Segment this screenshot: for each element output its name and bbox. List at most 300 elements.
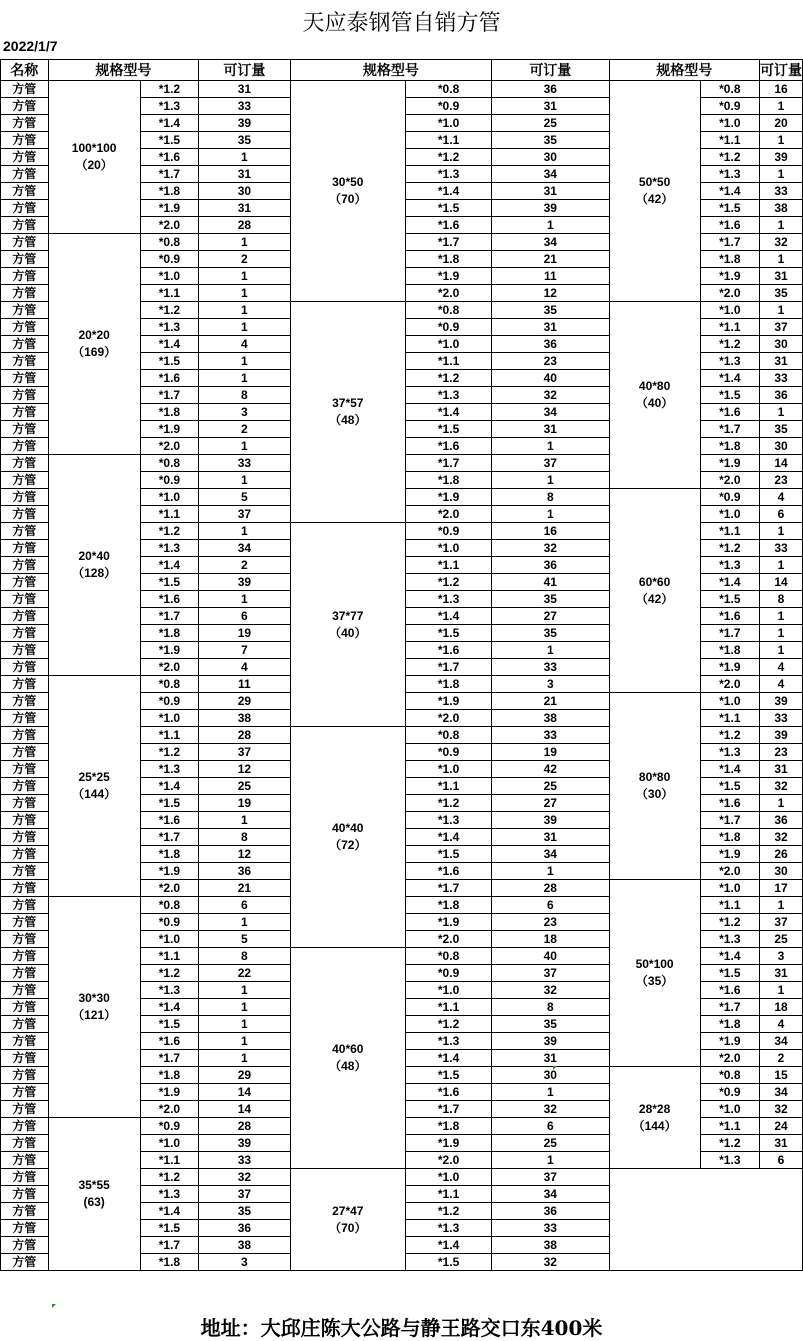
thickness-cell: *1.7: [140, 608, 199, 625]
quantity-cell: 33: [760, 183, 803, 200]
quantity-cell: 1: [199, 982, 290, 999]
thickness-cell: *1.2: [700, 336, 759, 353]
header-qty: 可订量: [760, 60, 803, 81]
quantity-cell: 1: [492, 217, 609, 234]
quantity-cell: 23: [492, 353, 609, 370]
quantity-cell: 33: [199, 1152, 290, 1169]
size-group-cell: [290, 948, 405, 1169]
thickness-cell: *1.0: [140, 268, 199, 285]
name-cell: 方管: [1, 438, 49, 455]
thickness-cell: *1.4: [406, 1050, 492, 1067]
quantity-cell: 6: [760, 1152, 803, 1169]
thickness-cell: *1.6: [700, 982, 759, 999]
quantity-cell: 1: [760, 897, 803, 914]
quantity-cell: 1: [199, 438, 290, 455]
thickness-cell: *1.9: [700, 455, 759, 472]
quantity-cell: 38: [492, 1237, 609, 1254]
quantity-cell: 14: [199, 1084, 290, 1101]
name-cell: 方管: [1, 1135, 49, 1152]
quantity-cell: 35: [492, 1016, 609, 1033]
quantity-cell: 1: [760, 251, 803, 268]
quantity-cell: 6: [199, 608, 290, 625]
name-cell: 方管: [1, 914, 49, 931]
size-group-cell: [290, 523, 405, 727]
size-total: (63): [83, 1195, 105, 1209]
size-label: 37*57: [332, 396, 364, 410]
thickness-cell: *1.3: [700, 1152, 759, 1169]
header-qty: 可订量: [492, 60, 609, 81]
quantity-cell: 1: [199, 353, 290, 370]
thickness-cell: *1.9: [140, 642, 199, 659]
quantity-cell: 36: [492, 557, 609, 574]
name-cell: 方管: [1, 540, 49, 557]
quantity-cell: 33: [492, 727, 609, 744]
quantity-cell: 31: [492, 98, 609, 115]
quantity-cell: 1: [199, 914, 290, 931]
thickness-cell: *1.2: [700, 540, 759, 557]
header-spec: 规格型号: [48, 60, 199, 81]
size-label: 100*100: [71, 141, 117, 155]
thickness-cell: *1.1: [700, 710, 759, 727]
quantity-cell: 32: [760, 234, 803, 251]
thickness-cell: *1.2: [406, 574, 492, 591]
size-group-cell: [290, 302, 405, 523]
thickness-cell: *1.3: [140, 319, 199, 336]
thickness-cell: *1.0: [406, 115, 492, 132]
quantity-cell: 5: [199, 931, 290, 948]
quantity-cell: 34: [199, 540, 290, 557]
quantity-cell: 6: [199, 897, 290, 914]
thickness-cell: *1.4: [406, 829, 492, 846]
quantity-cell: 3: [199, 1254, 290, 1271]
quantity-cell: 31: [492, 319, 609, 336]
thickness-cell: *1.3: [406, 1033, 492, 1050]
thickness-cell: *1.1: [406, 778, 492, 795]
thickness-cell: *0.9: [700, 1084, 759, 1101]
thickness-cell: *1.7: [700, 234, 759, 251]
quantity-cell: 34: [492, 234, 609, 251]
quantity-cell: 19: [492, 744, 609, 761]
size-group-cell: [609, 81, 700, 302]
stock-table: [0, 59, 803, 1271]
thickness-cell: *1.4: [700, 761, 759, 778]
quantity-cell: 32: [492, 1254, 609, 1271]
thickness-cell: *1.0: [700, 506, 759, 523]
header-qty: 可订量: [199, 60, 290, 81]
quantity-cell: 3: [199, 404, 290, 421]
thickness-cell: *2.0: [140, 438, 199, 455]
quantity-cell: 31: [760, 268, 803, 285]
thickness-cell: *1.7: [700, 421, 759, 438]
name-cell: 方管: [1, 1050, 49, 1067]
thickness-cell: *1.6: [700, 608, 759, 625]
thickness-cell: *1.0: [140, 931, 199, 948]
thickness-cell: *1.1: [700, 319, 759, 336]
address-footer: 地址：大邱庄陈大公路与静王路交口东400米: [200, 1316, 603, 1340]
thickness-cell: *0.8: [406, 81, 492, 98]
quantity-cell: 31: [492, 829, 609, 846]
quantity-cell: 8: [199, 387, 290, 404]
quantity-cell: 37: [199, 506, 290, 523]
quantity-cell: 37: [492, 965, 609, 982]
name-cell: 方管: [1, 1254, 49, 1271]
name-cell: 方管: [1, 166, 49, 183]
quantity-cell: 36: [199, 1220, 290, 1237]
quantity-cell: 39: [199, 115, 290, 132]
name-cell: 方管: [1, 1203, 49, 1220]
name-cell: 方管: [1, 812, 49, 829]
quantity-cell: 12: [199, 761, 290, 778]
thickness-cell: *1.3: [406, 387, 492, 404]
quantity-cell: 12: [199, 846, 290, 863]
thickness-cell: *1.1: [700, 132, 759, 149]
thickness-cell: *1.7: [406, 1101, 492, 1118]
name-cell: 方管: [1, 404, 49, 421]
thickness-cell: *1.1: [406, 353, 492, 370]
size-group-cell: [48, 1118, 140, 1271]
name-cell: 方管: [1, 676, 49, 693]
thickness-cell: *1.6: [700, 795, 759, 812]
thickness-cell: *1.2: [406, 1203, 492, 1220]
quantity-cell: 37: [199, 744, 290, 761]
thickness-cell: *1.8: [700, 642, 759, 659]
thickness-cell: *1.1: [406, 1186, 492, 1203]
name-cell: 方管: [1, 727, 49, 744]
name-cell: 方管: [1, 285, 49, 302]
thickness-cell: *1.8: [700, 251, 759, 268]
quantity-cell: 1: [760, 523, 803, 540]
thickness-cell: *2.0: [406, 506, 492, 523]
thickness-cell: *1.1: [140, 727, 199, 744]
quantity-cell: 4: [760, 489, 803, 506]
name-cell: 方管: [1, 965, 49, 982]
thickness-cell: *1.2: [700, 914, 759, 931]
thickness-cell: *1.6: [140, 812, 199, 829]
quantity-cell: 39: [760, 149, 803, 166]
thickness-cell: *1.1: [406, 557, 492, 574]
quantity-cell: 2: [199, 421, 290, 438]
thickness-cell: *0.8: [140, 676, 199, 693]
quantity-cell: 32: [760, 778, 803, 795]
thickness-cell: *2.0: [140, 880, 199, 897]
quantity-cell: 4: [199, 336, 290, 353]
thickness-cell: *1.2: [140, 523, 199, 540]
name-cell: 方管: [1, 574, 49, 591]
quantity-cell: 36: [760, 812, 803, 829]
quantity-cell: 4: [199, 659, 290, 676]
thickness-cell: *1.6: [406, 217, 492, 234]
name-cell: 方管: [1, 931, 49, 948]
size-total: （144）: [632, 1118, 677, 1133]
quantity-cell: 1: [199, 1033, 290, 1050]
size-group-cell: [290, 1169, 405, 1271]
quantity-cell: 31: [760, 353, 803, 370]
size-label: 40*40: [332, 821, 364, 835]
thickness-cell: *0.9: [140, 693, 199, 710]
thickness-cell: *2.0: [406, 1152, 492, 1169]
thickness-cell: *1.3: [406, 812, 492, 829]
thickness-cell: *1.3: [700, 353, 759, 370]
name-cell: 方管: [1, 115, 49, 132]
thickness-cell: *1.4: [406, 608, 492, 625]
quantity-cell: 34: [492, 846, 609, 863]
name-cell: 方管: [1, 557, 49, 574]
quantity-cell: 31: [199, 200, 290, 217]
quantity-cell: 22: [199, 965, 290, 982]
name-cell: 方管: [1, 744, 49, 761]
quantity-cell: 8: [760, 591, 803, 608]
thickness-cell: *1.3: [140, 1186, 199, 1203]
size-label: 40*80: [638, 379, 671, 393]
thickness-cell: *2.0: [140, 1101, 199, 1118]
size-group-cell: [609, 302, 700, 489]
quantity-cell: 1: [199, 302, 290, 319]
size-total: （42）: [635, 192, 674, 206]
name-cell: 方管: [1, 336, 49, 353]
thickness-cell: *1.2: [700, 727, 759, 744]
quantity-cell: 42: [492, 761, 609, 778]
size-label: 20*40: [78, 549, 110, 563]
thickness-cell: *1.7: [700, 625, 759, 642]
name-cell: 方管: [1, 319, 49, 336]
quantity-cell: 1: [760, 166, 803, 183]
name-cell: 方管: [1, 897, 49, 914]
thickness-cell: *0.9: [140, 251, 199, 268]
thickness-cell: *1.6: [406, 642, 492, 659]
name-cell: 方管: [1, 1118, 49, 1135]
size-total: （70）: [329, 192, 367, 206]
thickness-cell: *2.0: [700, 676, 759, 693]
thickness-cell: *1.6: [406, 1084, 492, 1101]
quantity-cell: 14: [199, 1101, 290, 1118]
quantity-cell: 34: [760, 1084, 803, 1101]
quantity-cell: 31: [492, 421, 609, 438]
thickness-cell: *1.0: [700, 693, 759, 710]
thickness-cell: *1.6: [700, 404, 759, 421]
quantity-cell: 35: [760, 285, 803, 302]
quantity-cell: 25: [492, 1135, 609, 1152]
thickness-cell: *1.9: [406, 693, 492, 710]
quantity-cell: 31: [492, 1050, 609, 1067]
cell-marker: [52, 1304, 56, 1308]
size-label: 37*77: [332, 608, 364, 623]
size-label: 30*30: [78, 991, 110, 1005]
thickness-cell: *1.7: [406, 659, 492, 676]
thickness-cell: *2.0: [700, 1050, 759, 1067]
quantity-cell: 1: [760, 98, 803, 115]
quantity-cell: 28: [199, 727, 290, 744]
quantity-cell: 29: [199, 1067, 290, 1084]
name-cell: 方管: [1, 353, 49, 370]
thickness-cell: *0.8: [140, 455, 199, 472]
thickness-cell: *1.0: [406, 761, 492, 778]
size-label: 28*28: [638, 1101, 671, 1116]
thickness-cell: *1.9: [406, 489, 492, 506]
quantity-cell: 32: [760, 829, 803, 846]
quantity-cell: 37: [199, 1186, 290, 1203]
quantity-cell: 24: [760, 1118, 803, 1135]
name-cell: 方管: [1, 489, 49, 506]
quantity-cell: 33: [492, 1220, 609, 1237]
size-total: （169）: [72, 345, 117, 359]
thickness-cell: *1.0: [700, 880, 759, 897]
quantity-cell: 8: [492, 999, 609, 1016]
quantity-cell: 35: [199, 132, 290, 149]
quantity-cell: 39: [492, 200, 609, 217]
quantity-cell: 1: [199, 1050, 290, 1067]
thickness-cell: *1.5: [700, 200, 759, 217]
quantity-cell: 30: [760, 336, 803, 353]
name-cell: 方管: [1, 506, 49, 523]
name-cell: 方管: [1, 591, 49, 608]
thickness-cell: *1.2: [700, 149, 759, 166]
thickness-cell: *1.2: [406, 795, 492, 812]
quantity-cell: 39: [492, 1033, 609, 1050]
quantity-cell: 1: [760, 625, 803, 642]
table-row: [1, 81, 803, 98]
thickness-cell: *1.7: [700, 812, 759, 829]
size-total: （35）: [635, 974, 674, 988]
thickness-cell: *1.8: [700, 438, 759, 455]
quantity-cell: 32: [492, 982, 609, 999]
thickness-cell: *1.2: [140, 1169, 199, 1186]
thickness-cell: *1.4: [406, 1237, 492, 1254]
size-group-cell: [48, 81, 140, 234]
quantity-cell: 38: [492, 710, 609, 727]
quantity-cell: 5: [199, 489, 290, 506]
thickness-cell: *0.9: [700, 489, 759, 506]
thickness-cell: *1.0: [140, 489, 199, 506]
quantity-cell: 37: [492, 1169, 609, 1186]
quantity-cell: 30: [760, 863, 803, 880]
name-cell: 方管: [1, 625, 49, 642]
thickness-cell: *1.6: [140, 591, 199, 608]
thickness-cell: *1.2: [700, 1135, 759, 1152]
thickness-cell: *2.0: [140, 659, 199, 676]
quantity-cell: 27: [492, 608, 609, 625]
name-cell: 方管: [1, 183, 49, 200]
thickness-cell: *1.1: [700, 897, 759, 914]
size-label: 60*60: [638, 574, 671, 589]
thickness-cell: *1.5: [140, 132, 199, 149]
name-cell: 方管: [1, 421, 49, 438]
thickness-cell: *1.7: [700, 999, 759, 1016]
quantity-cell: 14: [760, 574, 803, 591]
thickness-cell: *1.8: [140, 625, 199, 642]
quantity-cell: 37: [760, 319, 803, 336]
name-cell: 方管: [1, 455, 49, 472]
quantity-cell: 39: [492, 812, 609, 829]
thickness-cell: *1.3: [700, 931, 759, 948]
thickness-cell: *1.9: [140, 200, 199, 217]
quantity-cell: 1: [199, 1016, 290, 1033]
thickness-cell: *1.4: [140, 336, 199, 353]
thickness-cell: *1.8: [406, 897, 492, 914]
thickness-cell: *1.3: [700, 166, 759, 183]
quantity-cell: 1: [199, 370, 290, 387]
thickness-cell: *0.9: [140, 914, 199, 931]
quantity-cell: 32: [492, 387, 609, 404]
size-total: （48）: [329, 1059, 367, 1073]
thickness-cell: *1.1: [140, 1152, 199, 1169]
size-total: （128）: [72, 566, 117, 580]
quantity-cell: 26: [760, 846, 803, 863]
quantity-cell: 25: [492, 115, 609, 132]
thickness-cell: *2.0: [700, 863, 759, 880]
thickness-cell: *0.8: [140, 897, 199, 914]
thickness-cell: *1.8: [140, 1067, 199, 1084]
quantity-cell: 1: [199, 268, 290, 285]
thickness-cell: *1.4: [140, 115, 199, 132]
size-group-cell: [290, 81, 405, 302]
thickness-cell: *1.9: [406, 1135, 492, 1152]
quantity-cell: 2: [199, 251, 290, 268]
quantity-cell: 39: [760, 693, 803, 710]
quantity-cell: 1: [760, 982, 803, 999]
header-spec: 规格型号: [290, 60, 492, 81]
quantity-cell: 6: [492, 897, 609, 914]
quantity-cell: 31: [760, 1135, 803, 1152]
thickness-cell: *1.0: [700, 115, 759, 132]
name-cell: 方管: [1, 1152, 49, 1169]
thickness-cell: *0.8: [700, 1067, 759, 1084]
thickness-cell: *1.6: [700, 217, 759, 234]
name-cell: 方管: [1, 1101, 49, 1118]
header-name: 名称: [1, 60, 49, 81]
quantity-cell: 35: [199, 1203, 290, 1220]
size-group-cell: [609, 880, 700, 1067]
thickness-cell: *1.0: [700, 302, 759, 319]
thickness-cell: *1.5: [406, 200, 492, 217]
name-cell: 方管: [1, 761, 49, 778]
thickness-cell: *1.9: [700, 659, 759, 676]
quantity-cell: 31: [760, 965, 803, 982]
thickness-cell: *1.1: [406, 999, 492, 1016]
thickness-cell: *1.8: [140, 1254, 199, 1271]
quantity-cell: 41: [492, 574, 609, 591]
thickness-cell: *1.5: [406, 846, 492, 863]
thickness-cell: *1.0: [406, 1169, 492, 1186]
thickness-cell: *1.1: [140, 948, 199, 965]
name-cell: 方管: [1, 1084, 49, 1101]
thickness-cell: *1.9: [406, 268, 492, 285]
quantity-cell: 30: [492, 1067, 609, 1084]
thickness-cell: *1.5: [140, 1016, 199, 1033]
thickness-cell: *1.7: [140, 387, 199, 404]
size-group-cell: [609, 1067, 700, 1169]
thickness-cell: *1.5: [406, 1067, 492, 1084]
size-total: （30）: [635, 787, 674, 801]
name-cell: 方管: [1, 98, 49, 115]
header-row: [1, 60, 803, 81]
name-cell: 方管: [1, 1220, 49, 1237]
quantity-cell: 33: [492, 659, 609, 676]
quantity-cell: 1: [492, 1152, 609, 1169]
thickness-cell: *1.4: [700, 183, 759, 200]
quantity-cell: 40: [492, 948, 609, 965]
quantity-cell: 8: [199, 948, 290, 965]
thickness-cell: *1.7: [140, 1050, 199, 1067]
thickness-cell: *1.2: [140, 965, 199, 982]
quantity-cell: 33: [760, 540, 803, 557]
quantity-cell: 1: [199, 812, 290, 829]
size-label: 40*60: [332, 1042, 364, 1056]
thickness-cell: *1.2: [406, 149, 492, 166]
size-total: （20）: [75, 158, 113, 172]
quantity-cell: 1: [760, 642, 803, 659]
size-total: （72）: [329, 838, 367, 852]
quantity-cell: 38: [199, 710, 290, 727]
